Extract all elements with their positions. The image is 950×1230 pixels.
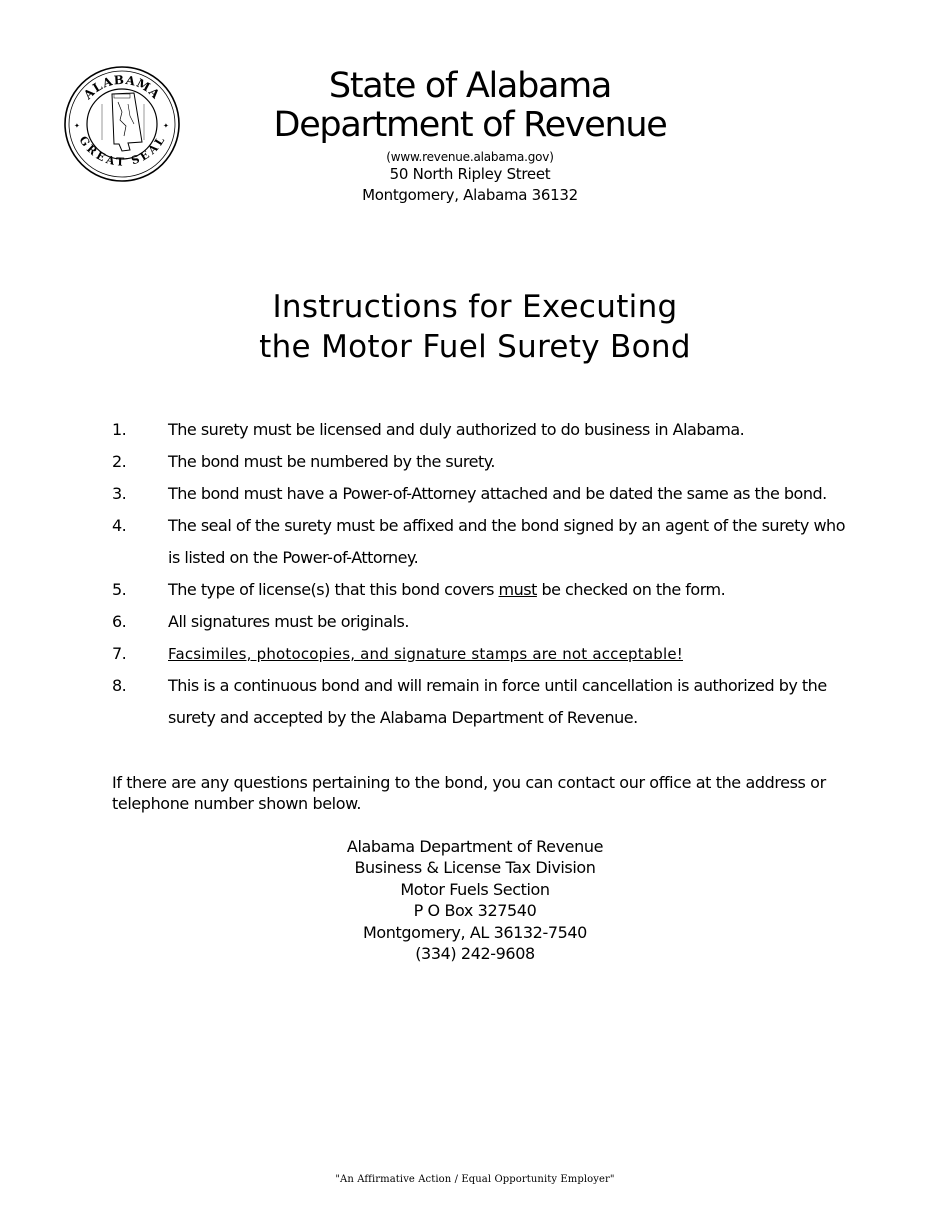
list-item [112,638,852,670]
item-text: This is a continuous bond and will remain in force until cancellation is authorized by the surety and accepted by the Alabama Department of Revenue. [168,676,827,727]
item-text-post: be checked on the form. [536,580,726,599]
item-text: The bond must have a Power-of-Attorney attached and be dated the same as the bond. [168,484,827,503]
item-text-pre: The type of license(s) that this bond covers [168,580,499,599]
contact-po-box: P O Box 327540 [413,901,537,921]
item-text [168,638,852,670]
title-line-2: the Motor Fuel Surety Bond [259,329,691,365]
svg-text:ALABAMA [80,73,163,103]
list-item [112,510,852,574]
page-title [0,287,950,367]
contact-division: Business & License Tax Division [354,858,596,878]
letterhead [230,66,710,206]
instructions-list [112,414,852,734]
item-text-underlined: Facsimiles, photocopies, and signature stamps are not acceptable! [168,645,683,663]
contact-city: Montgomery, AL 36132-7540 [363,922,587,942]
svg-text:✦: ✦ [163,122,169,130]
item-number: 8. [112,676,127,695]
contact-phone: (334) 242-9608 [415,944,535,964]
item-number: 1. [112,420,127,439]
footer-tagline: "An Affirmative Action / Equal Opportunity Employer" [335,1174,615,1185]
item-text: The seal of the surety must be affixed and the bond signed by an agent of the surety who is listed on the Power-of-Attorney. [168,516,845,567]
svg-text:✦: ✦ [74,122,80,130]
item-number: 4. [112,516,127,535]
list-item [112,606,852,638]
item-text: The bond must be numbered by the surety. [168,452,496,471]
list-item [112,478,852,510]
item-number: 5. [112,580,127,599]
item-number: 6. [112,612,127,631]
title-line-1: Instructions for Executing [272,289,678,325]
item-number: 2. [112,452,127,471]
state-seal-icon [62,64,182,184]
item-text: The surety must be licensed and duly authorized to do business in Alabama. [168,420,745,439]
list-item [112,446,852,478]
item-text [168,574,852,606]
agency-city: Montgomery, Alabama 36132 [362,186,578,204]
contact-address-block [0,836,950,964]
contact-note: If there are any questions pertaining to the bond, you can contact our office at the address or telephone number shown below. [112,773,826,813]
seal-bottom-text: GREAT SEAL [76,133,168,169]
agency-street: 50 North Ripley Street [389,165,551,183]
item-text: All signatures must be originals. [168,612,409,631]
state-seal-graphic [62,64,182,184]
item-text-emphasis: must [498,580,537,599]
item-number: 7. [112,644,127,663]
list-item [112,414,852,446]
item-number: 3. [112,484,127,503]
list-item [112,574,852,606]
agency-website: (www.revenue.alabama.gov) [386,150,554,164]
agency-department-name: Department of Revenue [273,105,667,145]
list-item [112,670,852,734]
agency-state-name: State of Alabama [328,66,612,106]
contact-section: Motor Fuels Section [400,879,550,899]
seal-top-text: ALABAMA [80,72,164,103]
contact-department: Alabama Department of Revenue [346,837,604,856]
